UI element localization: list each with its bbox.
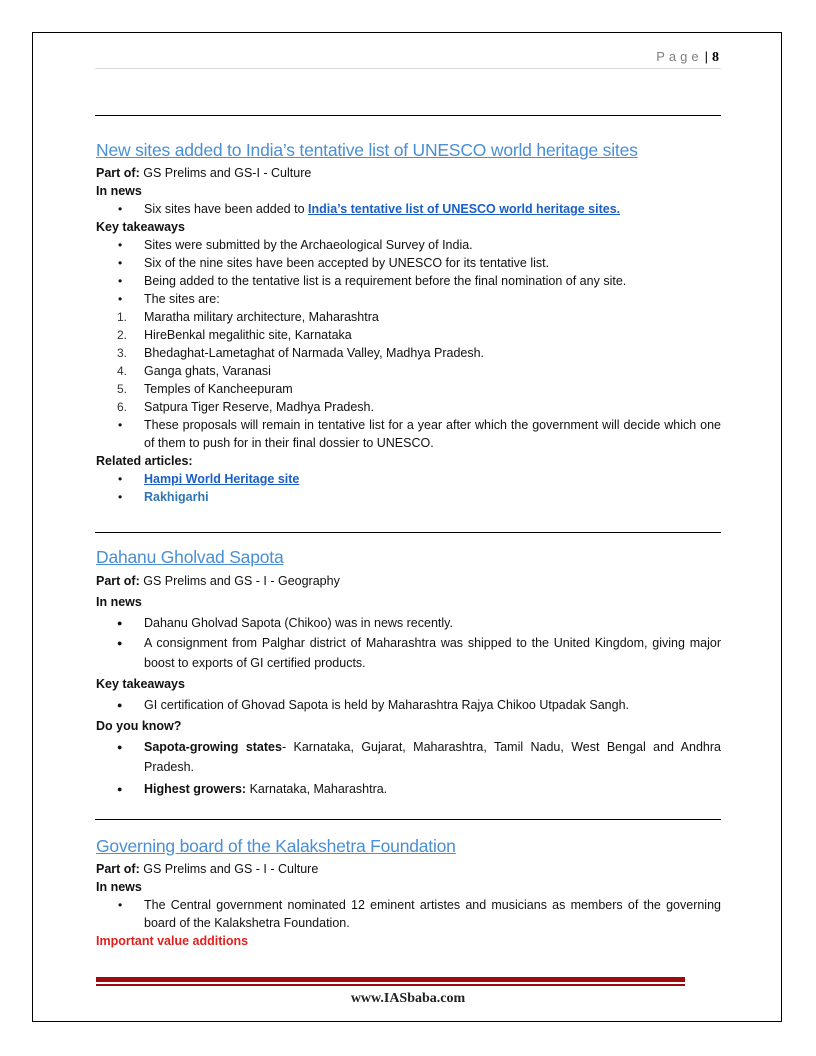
part-of: Part of: GS Prelims and GS - I - Culture [96,862,319,876]
list-item: ● GI certification of Ghovad Sapota is held by Maharashtra Rajya Chikoo Utpadak Sangh. [96,695,721,715]
list-item: ● Highest growers: Karnataka, Maharashtra. [96,779,721,799]
hampi-link[interactable]: Hampi World Heritage site [144,472,300,486]
section-divider [95,532,721,533]
related-item [96,488,721,506]
in-news-list [96,200,721,218]
related-articles-heading: Related articles: [96,454,193,468]
list-item: ● Dahanu Gholvad Sapota (Chikoo) was in news recently. [96,613,721,633]
site-item: 4. Ganga ghats, Varanasi [117,364,271,378]
footer-website[interactable]: www.IASbaba.com [350,991,466,1006]
list-item: • Being added to the tentative list is a requirement before the final nomination of any site. [96,272,721,290]
list-item: • These proposals will remain in tentative list for a year after which the government will decide which one of them to push for in their final dossier to UNESCO. [96,416,721,452]
part-of: Part of: GS Prelims and GS - I - Geography [96,574,340,588]
in-news-list [96,613,721,673]
key-takeaways-list [96,236,721,308]
unesco-list-link[interactable]: India’s tentative list of UNESCO world heritage sites. [308,202,621,216]
rakhigarhi-link[interactable]: Rakhigarhi [144,490,209,504]
site-item: 6. Satpura Tiger Reserve, Madhya Pradesh. [117,400,374,414]
in-news-heading: In news [96,184,142,198]
page-number [656,49,719,66]
list-item: ● A consignment from Palghar district of Maharashtra was shipped to the United Kingdom, giving major boost to exports of GI certified products. [96,633,721,673]
page-label: Page [656,49,703,64]
key-takeaways-heading: Key takeaways [96,677,185,691]
list-item: ● Sapota-growing states- Karnataka, Gujarat, Maharashtra, Tamil Nadu, West Bengal and Andhra Pradesh. [96,737,721,777]
site-item: 2. HireBenkal megalithic site, Karnataka [117,328,352,342]
related-item [96,470,721,488]
part-of: Part of: GS Prelims and GS-I - Culture [96,166,312,180]
list-item: • The sites are: [96,290,721,308]
site-item: 1. Maratha military architecture, Maharashtra [117,310,379,324]
page-header [95,48,721,69]
article-title[interactable]: Governing board of the Kalakshetra Foundation [96,836,456,856]
list-item: • Six of the nine sites have been accepted by UNESCO for its tentative list. [96,254,721,272]
section-divider [95,819,721,820]
final-note-list [96,416,721,452]
do-you-know-heading: Do you know? [96,719,182,733]
footer-bar [96,977,685,982]
article-title[interactable]: Dahanu Gholvad Sapota [96,547,284,567]
key-takeaways-heading: Key takeaways [96,220,185,234]
in-news-heading: In news [96,880,142,894]
do-you-know-list [96,737,721,799]
article-unesco-sites [96,138,721,506]
article-kalakshetra [96,834,721,950]
page-separator: | [704,49,708,64]
site-item: 3. Bhedaghat-Lametaghat of Narmada Valley, Madhya Pradesh. [117,346,485,360]
value-additions-heading: Important value additions [96,934,249,948]
list-item: • The Central government nominated 12 eminent artistes and musicians as members of the governing board of the Kalakshetra Foundation. [96,896,721,932]
article-title[interactable]: New sites added to India’s tentative list of UNESCO world heritage sites [96,140,638,160]
page-number-value: 8 [712,50,719,65]
footer-bar-thin [96,984,685,986]
in-news-heading: In news [96,595,142,609]
in-news-list [96,896,721,932]
list-item: • Sites were submitted by the Archaeological Survey of India. [96,236,721,254]
list-item: • Six sites have been added to India’s tentative list of UNESCO world heritage sites. [96,200,721,218]
article-dahanu-sapota [96,545,721,799]
sites-list [96,308,721,416]
key-takeaways-list [96,695,721,715]
section-divider [95,115,721,116]
related-articles-list [96,470,721,506]
site-item: 5. Temples of Kancheepuram [117,382,293,396]
